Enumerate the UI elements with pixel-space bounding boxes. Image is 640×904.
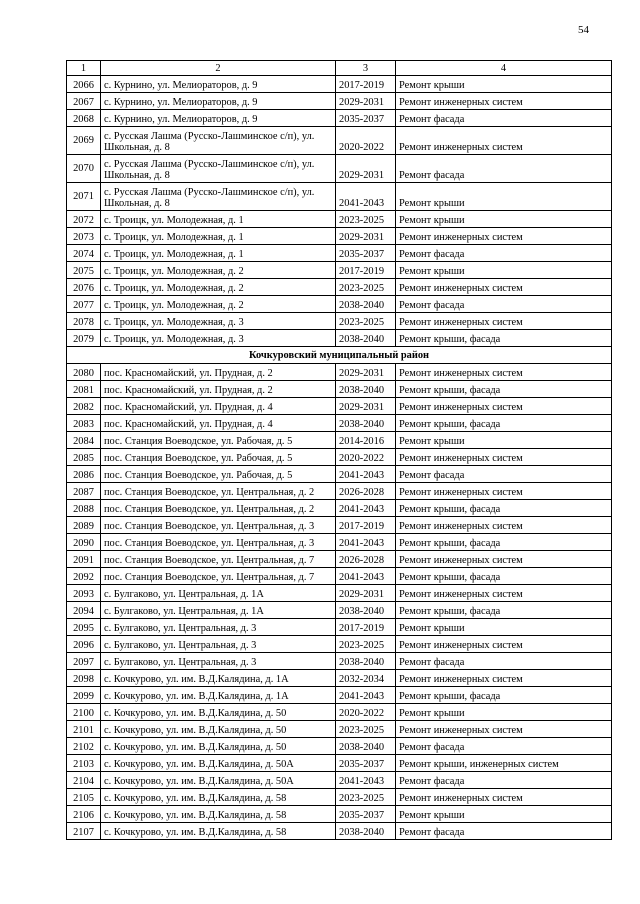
row-number: 2090 bbox=[67, 534, 101, 551]
address-cell: с. Булгаково, ул. Центральная, д. 1А bbox=[101, 602, 336, 619]
column-header: 3 bbox=[336, 61, 396, 76]
work-type-cell: Ремонт инженерных систем bbox=[396, 398, 612, 415]
work-type-cell: Ремонт крыши, фасада bbox=[396, 330, 612, 347]
work-type-cell: Ремонт крыши bbox=[396, 619, 612, 636]
table-row bbox=[67, 517, 612, 534]
address-cell: с. Троицк, ул. Молодежная, д. 2 bbox=[101, 262, 336, 279]
address-cell: пос. Станция Воеводское, ул. Центральная, д. 2 bbox=[101, 483, 336, 500]
period-cell: 2023-2025 bbox=[336, 789, 396, 806]
row-number: 2096 bbox=[67, 636, 101, 653]
work-type-cell: Ремонт инженерных систем bbox=[396, 449, 612, 466]
period-cell: 2029-2031 bbox=[336, 93, 396, 110]
address-cell: пос. Красномайский, ул. Прудная, д. 2 bbox=[101, 364, 336, 381]
table-row bbox=[67, 772, 612, 789]
table-row bbox=[67, 500, 612, 517]
row-number: 2091 bbox=[67, 551, 101, 568]
table-row bbox=[67, 415, 612, 432]
work-type-cell: Ремонт крыши, фасада bbox=[396, 534, 612, 551]
address-cell: с. Булгаково, ул. Центральная, д. 3 bbox=[101, 636, 336, 653]
period-cell: 2026-2028 bbox=[336, 483, 396, 500]
row-number: 2104 bbox=[67, 772, 101, 789]
row-number: 2086 bbox=[67, 466, 101, 483]
work-type-cell: Ремонт крыши bbox=[396, 183, 612, 211]
work-type-cell: Ремонт инженерных систем bbox=[396, 517, 612, 534]
period-cell: 2020-2022 bbox=[336, 127, 396, 155]
period-cell: 2038-2040 bbox=[336, 330, 396, 347]
table-row bbox=[67, 262, 612, 279]
row-number: 2089 bbox=[67, 517, 101, 534]
address-cell: с. Кочкурово, ул. им. В.Д.Калядина, д. 58 bbox=[101, 823, 336, 840]
table-row bbox=[67, 483, 612, 500]
repair-schedule-table bbox=[66, 60, 612, 840]
table-row bbox=[67, 211, 612, 228]
address-cell: с. Булгаково, ул. Центральная, д. 3 bbox=[101, 653, 336, 670]
row-number: 2088 bbox=[67, 500, 101, 517]
period-cell: 2041-2043 bbox=[336, 183, 396, 211]
period-cell: 2029-2031 bbox=[336, 155, 396, 183]
row-number: 2098 bbox=[67, 670, 101, 687]
address-cell: пос. Станция Воеводское, ул. Центральная, д. 7 bbox=[101, 568, 336, 585]
address-cell: с. Булгаково, ул. Центральная, д. 1А bbox=[101, 585, 336, 602]
work-type-cell: Ремонт фасада bbox=[396, 296, 612, 313]
work-type-cell: Ремонт фасада bbox=[396, 653, 612, 670]
table-row bbox=[67, 110, 612, 127]
period-cell: 2020-2022 bbox=[336, 449, 396, 466]
work-type-cell: Ремонт инженерных систем bbox=[396, 483, 612, 500]
period-cell: 2017-2019 bbox=[336, 262, 396, 279]
address-cell: пос. Станция Воеводское, ул. Центральная, д. 7 bbox=[101, 551, 336, 568]
row-number: 2099 bbox=[67, 687, 101, 704]
row-number: 2076 bbox=[67, 279, 101, 296]
work-type-cell: Ремонт крыши bbox=[396, 211, 612, 228]
address-cell: с. Русская Лашма (Русско-Лашминское с/п), ул. Школьная, д. 8 bbox=[101, 183, 336, 211]
period-cell: 2041-2043 bbox=[336, 687, 396, 704]
row-number: 2071 bbox=[67, 183, 101, 211]
period-cell: 2038-2040 bbox=[336, 296, 396, 313]
address-cell: с. Кочкурово, ул. им. В.Д.Калядина, д. 1А bbox=[101, 670, 336, 687]
address-cell: с. Кочкурово, ул. им. В.Д.Калядина, д. 1А bbox=[101, 687, 336, 704]
column-header: 1 bbox=[67, 61, 101, 76]
row-number: 2081 bbox=[67, 381, 101, 398]
table-row bbox=[67, 364, 612, 381]
section-title: Кочкуровский муниципальный район bbox=[67, 347, 612, 364]
period-cell: 2023-2025 bbox=[336, 211, 396, 228]
row-number: 2101 bbox=[67, 721, 101, 738]
address-cell: с. Троицк, ул. Молодежная, д. 1 bbox=[101, 211, 336, 228]
table-row bbox=[67, 76, 612, 93]
work-type-cell: Ремонт инженерных систем bbox=[396, 721, 612, 738]
work-type-cell: Ремонт фасада bbox=[396, 466, 612, 483]
work-type-cell: Ремонт инженерных систем bbox=[396, 279, 612, 296]
work-type-cell: Ремонт фасада bbox=[396, 155, 612, 183]
period-cell: 2029-2031 bbox=[336, 585, 396, 602]
work-type-cell: Ремонт фасада bbox=[396, 738, 612, 755]
address-cell: пос. Станция Воеводское, ул. Рабочая, д. 5 bbox=[101, 466, 336, 483]
table-row bbox=[67, 789, 612, 806]
period-cell: 2032-2034 bbox=[336, 670, 396, 687]
period-cell: 2041-2043 bbox=[336, 500, 396, 517]
table-body bbox=[67, 76, 612, 840]
row-number: 2077 bbox=[67, 296, 101, 313]
column-header: 2 bbox=[101, 61, 336, 76]
work-type-cell: Ремонт крыши bbox=[396, 76, 612, 93]
period-cell: 2023-2025 bbox=[336, 313, 396, 330]
section-row bbox=[67, 347, 612, 364]
address-cell: с. Кочкурово, ул. им. В.Д.Калядина, д. 50 bbox=[101, 721, 336, 738]
row-number: 2069 bbox=[67, 127, 101, 155]
address-cell: с. Курнино, ул. Мелиораторов, д. 9 bbox=[101, 110, 336, 127]
address-cell: пос. Станция Воеводское, ул. Рабочая, д. 5 bbox=[101, 432, 336, 449]
table-row bbox=[67, 398, 612, 415]
row-number: 2107 bbox=[67, 823, 101, 840]
period-cell: 2014-2016 bbox=[336, 432, 396, 449]
work-type-cell: Ремонт инженерных систем bbox=[396, 228, 612, 245]
row-number: 2097 bbox=[67, 653, 101, 670]
work-type-cell: Ремонт крыши bbox=[396, 806, 612, 823]
period-cell: 2035-2037 bbox=[336, 110, 396, 127]
table-row bbox=[67, 183, 612, 211]
address-cell: пос. Станция Воеводское, ул. Центральная, д. 2 bbox=[101, 500, 336, 517]
table-row bbox=[67, 568, 612, 585]
table-row bbox=[67, 449, 612, 466]
work-type-cell: Ремонт инженерных систем bbox=[396, 364, 612, 381]
address-cell: с. Троицк, ул. Молодежная, д. 3 bbox=[101, 313, 336, 330]
work-type-cell: Ремонт фасада bbox=[396, 245, 612, 262]
table-row bbox=[67, 721, 612, 738]
work-type-cell: Ремонт инженерных систем bbox=[396, 551, 612, 568]
table-row bbox=[67, 534, 612, 551]
row-number: 2080 bbox=[67, 364, 101, 381]
table-row bbox=[67, 636, 612, 653]
column-header: 4 bbox=[396, 61, 612, 76]
work-type-cell: Ремонт крыши, фасада bbox=[396, 500, 612, 517]
work-type-cell: Ремонт фасада bbox=[396, 823, 612, 840]
period-cell: 2029-2031 bbox=[336, 228, 396, 245]
address-cell: с. Кочкурово, ул. им. В.Д.Калядина, д. 58 bbox=[101, 806, 336, 823]
row-number: 2070 bbox=[67, 155, 101, 183]
period-cell: 2026-2028 bbox=[336, 551, 396, 568]
row-number: 2075 bbox=[67, 262, 101, 279]
period-cell: 2038-2040 bbox=[336, 653, 396, 670]
period-cell: 2038-2040 bbox=[336, 381, 396, 398]
row-number: 2083 bbox=[67, 415, 101, 432]
address-cell: с. Троицк, ул. Молодежная, д. 1 bbox=[101, 228, 336, 245]
row-number: 2079 bbox=[67, 330, 101, 347]
row-number: 2100 bbox=[67, 704, 101, 721]
work-type-cell: Ремонт крыши, фасада bbox=[396, 602, 612, 619]
address-cell: пос. Красномайский, ул. Прудная, д. 2 bbox=[101, 381, 336, 398]
row-number: 2087 bbox=[67, 483, 101, 500]
row-number: 2073 bbox=[67, 228, 101, 245]
table-row bbox=[67, 619, 612, 636]
work-type-cell: Ремонт крыши, фасада bbox=[396, 687, 612, 704]
page-number: 54 bbox=[578, 24, 589, 36]
row-number: 2095 bbox=[67, 619, 101, 636]
row-number: 2067 bbox=[67, 93, 101, 110]
address-cell: с. Кочкурово, ул. им. В.Д.Калядина, д. 50А bbox=[101, 772, 336, 789]
period-cell: 2020-2022 bbox=[336, 704, 396, 721]
row-number: 2105 bbox=[67, 789, 101, 806]
row-number: 2102 bbox=[67, 738, 101, 755]
table-row bbox=[67, 602, 612, 619]
work-type-cell: Ремонт инженерных систем bbox=[396, 585, 612, 602]
work-type-cell: Ремонт крыши bbox=[396, 262, 612, 279]
period-cell: 2017-2019 bbox=[336, 619, 396, 636]
table-row bbox=[67, 93, 612, 110]
table-row bbox=[67, 551, 612, 568]
address-cell: с. Русская Лашма (Русско-Лашминское с/п), ул. Школьная, д. 8 bbox=[101, 155, 336, 183]
table-row bbox=[67, 127, 612, 155]
period-cell: 2029-2031 bbox=[336, 364, 396, 381]
row-number: 2085 bbox=[67, 449, 101, 466]
address-cell: пос. Станция Воеводское, ул. Центральная, д. 3 bbox=[101, 534, 336, 551]
work-type-cell: Ремонт фасада bbox=[396, 772, 612, 789]
address-cell: пос. Станция Воеводское, ул. Рабочая, д. 5 bbox=[101, 449, 336, 466]
address-cell: пос. Красномайский, ул. Прудная, д. 4 bbox=[101, 415, 336, 432]
work-type-cell: Ремонт крыши bbox=[396, 432, 612, 449]
table-row bbox=[67, 823, 612, 840]
work-type-cell: Ремонт крыши, фасада bbox=[396, 568, 612, 585]
table-row bbox=[67, 806, 612, 823]
address-cell: пос. Красномайский, ул. Прудная, д. 4 bbox=[101, 398, 336, 415]
address-cell: с. Кочкурово, ул. им. В.Д.Калядина, д. 50 bbox=[101, 704, 336, 721]
address-cell: с. Курнино, ул. Мелиораторов, д. 9 bbox=[101, 76, 336, 93]
work-type-cell: Ремонт крыши bbox=[396, 704, 612, 721]
work-type-cell: Ремонт крыши, инженерных систем bbox=[396, 755, 612, 772]
table-row bbox=[67, 245, 612, 262]
address-cell: с. Троицк, ул. Молодежная, д. 2 bbox=[101, 279, 336, 296]
address-cell: с. Троицк, ул. Молодежная, д. 2 bbox=[101, 296, 336, 313]
work-type-cell: Ремонт крыши, фасада bbox=[396, 415, 612, 432]
row-number: 2106 bbox=[67, 806, 101, 823]
header-row bbox=[67, 61, 612, 76]
address-cell: с. Троицк, ул. Молодежная, д. 1 bbox=[101, 245, 336, 262]
table-row bbox=[67, 585, 612, 602]
work-type-cell: Ремонт инженерных систем bbox=[396, 93, 612, 110]
row-number: 2074 bbox=[67, 245, 101, 262]
address-cell: с. Кочкурово, ул. им. В.Д.Калядина, д. 58 bbox=[101, 789, 336, 806]
table-row bbox=[67, 155, 612, 183]
address-cell: с. Русская Лашма (Русско-Лашминское с/п), ул. Школьная, д. 8 bbox=[101, 127, 336, 155]
period-cell: 2023-2025 bbox=[336, 721, 396, 738]
work-type-cell: Ремонт инженерных систем bbox=[396, 636, 612, 653]
table-row bbox=[67, 330, 612, 347]
period-cell: 2035-2037 bbox=[336, 245, 396, 262]
work-type-cell: Ремонт инженерных систем bbox=[396, 789, 612, 806]
table-row bbox=[67, 279, 612, 296]
work-type-cell: Ремонт инженерных систем bbox=[396, 670, 612, 687]
address-cell: с. Булгаково, ул. Центральная, д. 3 bbox=[101, 619, 336, 636]
table-row bbox=[67, 432, 612, 449]
period-cell: 2038-2040 bbox=[336, 738, 396, 755]
address-cell: пос. Станция Воеводское, ул. Центральная, д. 3 bbox=[101, 517, 336, 534]
row-number: 2084 bbox=[67, 432, 101, 449]
row-number: 2094 bbox=[67, 602, 101, 619]
period-cell: 2038-2040 bbox=[336, 823, 396, 840]
period-cell: 2041-2043 bbox=[336, 466, 396, 483]
address-cell: с. Кочкурово, ул. им. В.Д.Калядина, д. 50 bbox=[101, 738, 336, 755]
address-cell: с. Курнино, ул. Мелиораторов, д. 9 bbox=[101, 93, 336, 110]
period-cell: 2041-2043 bbox=[336, 568, 396, 585]
period-cell: 2029-2031 bbox=[336, 398, 396, 415]
period-cell: 2023-2025 bbox=[336, 279, 396, 296]
period-cell: 2035-2037 bbox=[336, 806, 396, 823]
row-number: 2103 bbox=[67, 755, 101, 772]
table-row bbox=[67, 738, 612, 755]
row-number: 2092 bbox=[67, 568, 101, 585]
period-cell: 2017-2019 bbox=[336, 76, 396, 93]
period-cell: 2017-2019 bbox=[336, 517, 396, 534]
work-type-cell: Ремонт фасада bbox=[396, 110, 612, 127]
table-row bbox=[67, 653, 612, 670]
table-row bbox=[67, 296, 612, 313]
row-number: 2093 bbox=[67, 585, 101, 602]
period-cell: 2041-2043 bbox=[336, 534, 396, 551]
period-cell: 2023-2025 bbox=[336, 636, 396, 653]
work-type-cell: Ремонт инженерных систем bbox=[396, 313, 612, 330]
work-type-cell: Ремонт крыши, фасада bbox=[396, 381, 612, 398]
address-cell: с. Кочкурово, ул. им. В.Д.Калядина, д. 50А bbox=[101, 755, 336, 772]
address-cell: с. Троицк, ул. Молодежная, д. 3 bbox=[101, 330, 336, 347]
period-cell: 2041-2043 bbox=[336, 772, 396, 789]
row-number: 2068 bbox=[67, 110, 101, 127]
period-cell: 2035-2037 bbox=[336, 755, 396, 772]
table-row bbox=[67, 687, 612, 704]
table-row bbox=[67, 755, 612, 772]
period-cell: 2038-2040 bbox=[336, 602, 396, 619]
table-row bbox=[67, 466, 612, 483]
table-row bbox=[67, 381, 612, 398]
table-row bbox=[67, 313, 612, 330]
row-number: 2066 bbox=[67, 76, 101, 93]
table-row bbox=[67, 704, 612, 721]
row-number: 2078 bbox=[67, 313, 101, 330]
table-row bbox=[67, 228, 612, 245]
row-number: 2082 bbox=[67, 398, 101, 415]
table-row bbox=[67, 670, 612, 687]
period-cell: 2038-2040 bbox=[336, 415, 396, 432]
row-number: 2072 bbox=[67, 211, 101, 228]
work-type-cell: Ремонт инженерных систем bbox=[396, 127, 612, 155]
